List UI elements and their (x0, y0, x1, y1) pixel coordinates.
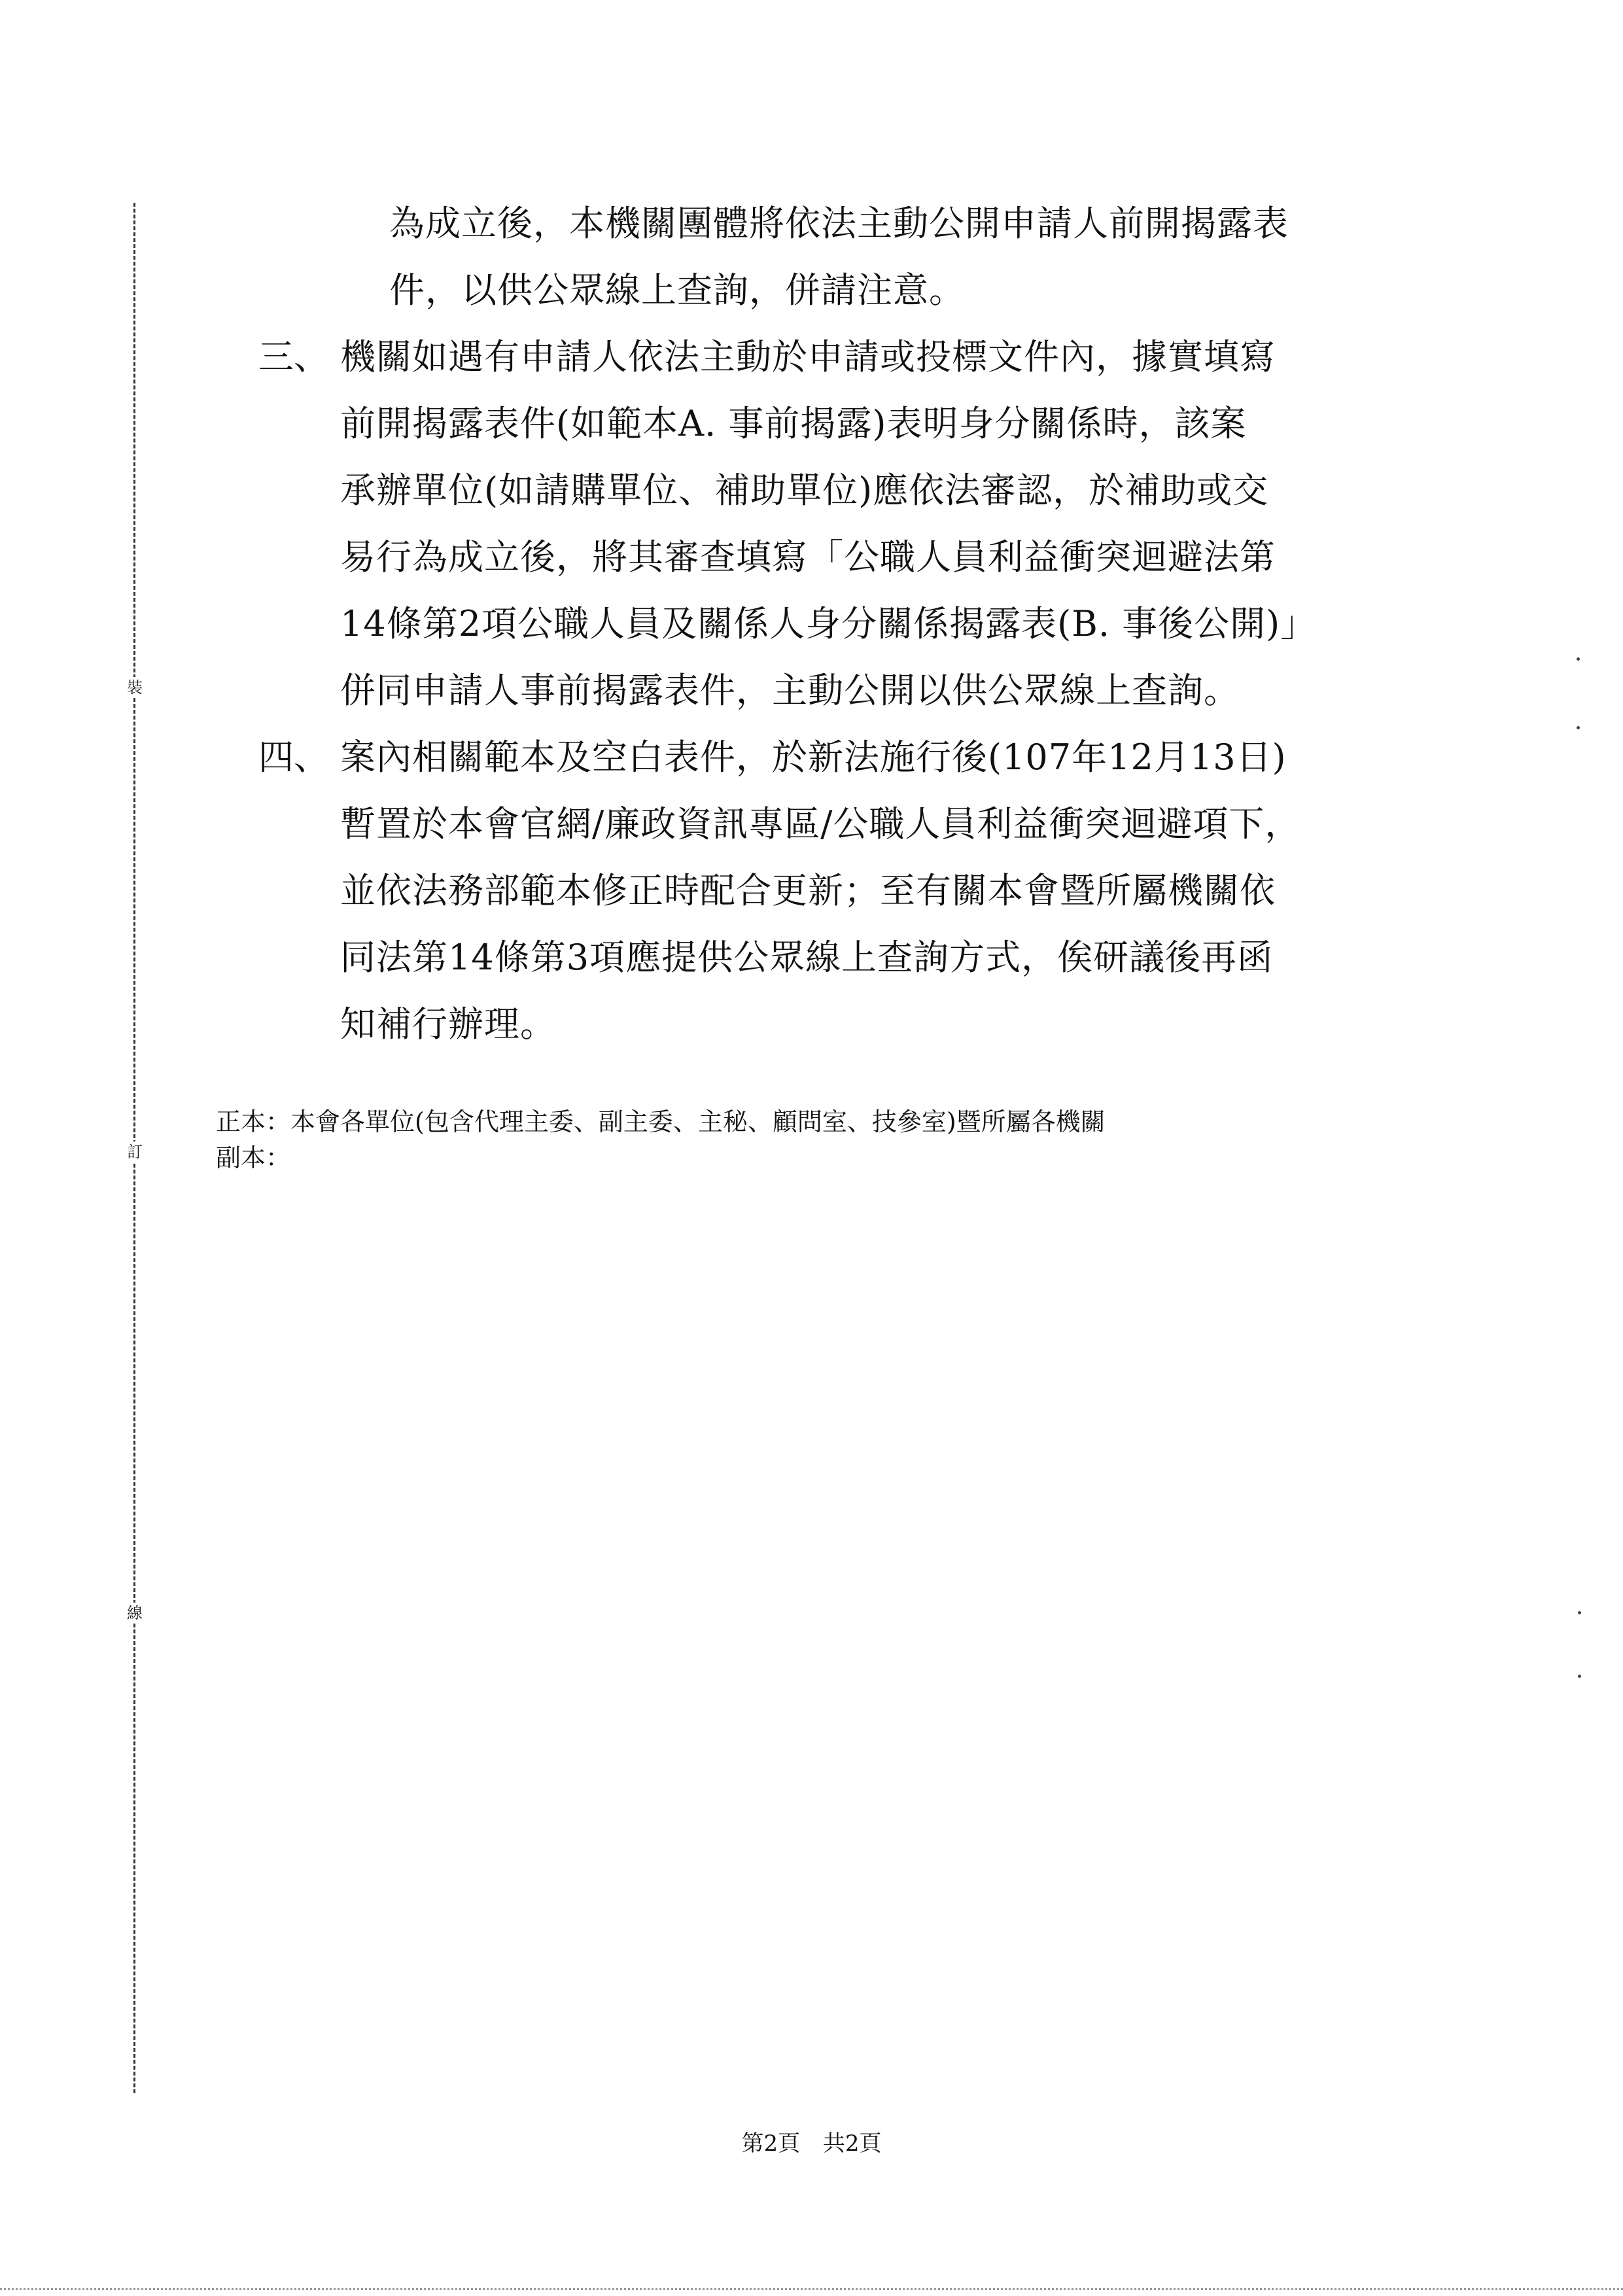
recipients-copy: 副本： (216, 1143, 291, 1172)
item-4-line-1: 案內相關範本及空白表件，於新法施行後(107年12月13日) (340, 737, 1287, 778)
page-number: 第2頁 (741, 2131, 801, 2157)
binding-mark-xian: 線 (124, 1603, 145, 1624)
item-3-line-1: 機關如遇有申請人依法主動於申請或投標文件內，據實填寫 (340, 336, 1276, 377)
item-3-number: 三、 (258, 336, 329, 377)
item-4-line-2: 暫置於本會官網/廉政資訊專區/公職人員利益衝突迴避項下， (340, 803, 1301, 844)
item-4-line-3: 並依法務部範本修正時配合更新；至有關本會暨所屬機關依 (340, 870, 1276, 911)
scan-speck (1578, 1675, 1581, 1678)
item-3-line-4: 易行為成立後，將其審查填寫「公職人員利益衝突迴避法第 (340, 536, 1276, 578)
item-3-line-2: 前開揭露表件(如範本A. 事前揭露)表明身分關係時，該案 (340, 403, 1247, 444)
binding-mark-zhuang: 裝 (124, 677, 145, 698)
scan-speck (1577, 726, 1580, 729)
page-footer (0, 2129, 1623, 2158)
scan-speck (1578, 1611, 1581, 1614)
item-3-line-3: 承辦單位(如請購單位、補助單位)應依法審認，於補助或交 (340, 470, 1269, 511)
recipients-original: 正本：本會各單位(包含代理主委、副主委、主秘、顧問室、技參室)暨所屬各機關 (216, 1107, 1106, 1136)
item-3-line-5: 14條第2項公職人員及關係人身分關係揭露表(B. 事後公開)」 (340, 603, 1317, 644)
scan-edge (0, 2288, 1623, 2290)
item-4-number: 四、 (258, 737, 329, 778)
item-3-line-6: 併同申請人事前揭露表件，主動公開以供公眾線上查詢。 (340, 670, 1240, 711)
continuation-line-2: 件，以供公眾線上查詢，併請注意。 (389, 270, 965, 311)
scan-speck (1577, 657, 1580, 661)
binding-mark-ding: 訂 (124, 1141, 145, 1162)
page-total: 共2頁 (822, 2131, 882, 2157)
item-4-line-4: 同法第14條第3項應提供公眾線上查詢方式，俟研議後再函 (340, 937, 1274, 978)
continuation-line-1: 為成立後，本機關團體將依法主動公開申請人前開揭露表 (389, 203, 1289, 244)
item-4-line-5: 知補行辦理。 (340, 1003, 556, 1045)
